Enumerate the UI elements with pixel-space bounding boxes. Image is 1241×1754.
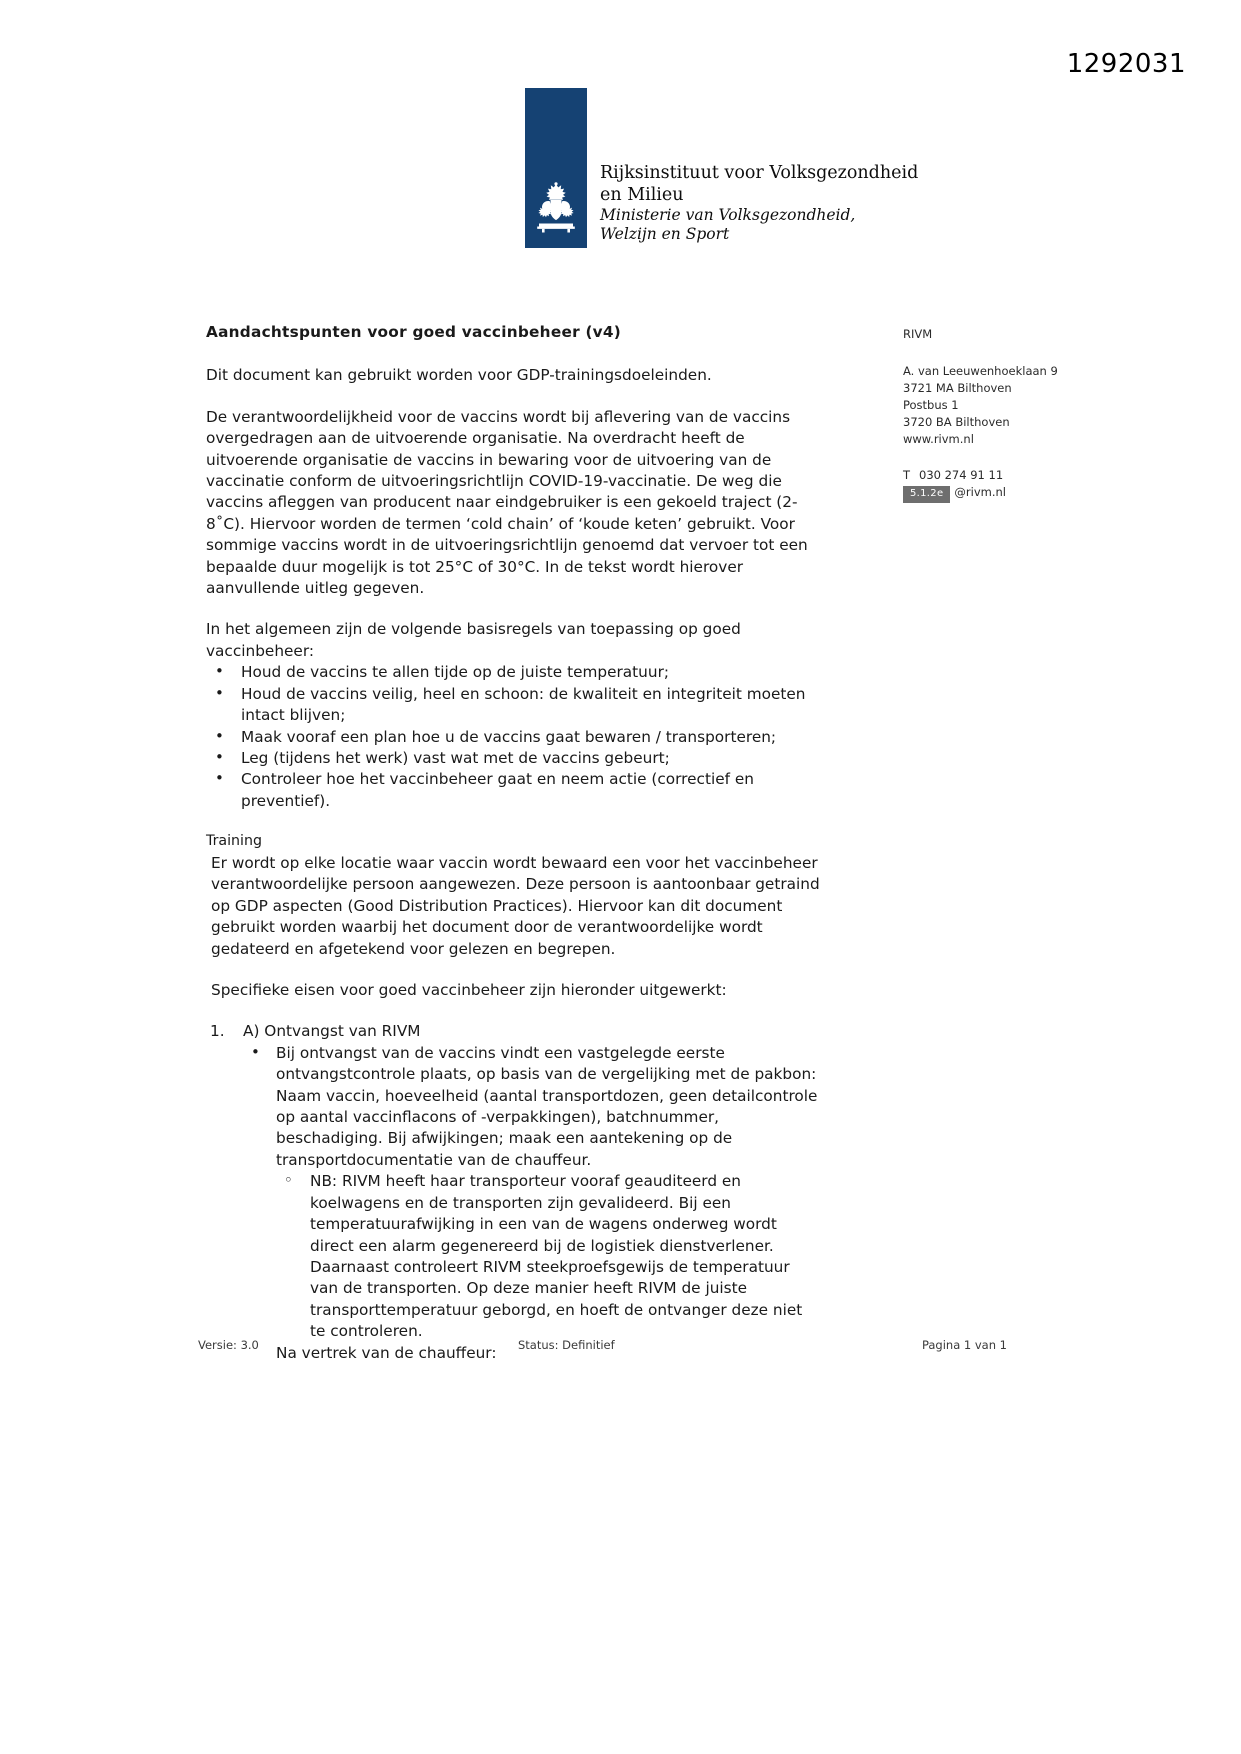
website-url[interactable]: www.rivm.nl: [903, 432, 974, 447]
list-item-text: Bij ontvangst van de vaccins vindt een vastgelegde eerste ontvangstcontrole plaats, op basis van de vergelijking met de pakbon: Naam vaccin, hoeveelheid (aantal transportdozen, geen detailcontrole op aantal vaccinflacons of -verpakkingen), batchnummer, beschadiging. Bij afwijkingen; maak een aantekening op de transportdocumentatie van de chauffeur.: [276, 1043, 818, 1169]
basisregels-list: [206, 662, 821, 812]
logo-text-block: [600, 162, 918, 248]
list-item: ◦ NB: RIVM heeft haar transporteur vooraf geauditeerd en koelwagens en de transporten zijn gevalideerd. Bij een temperatuurafwijking in een van de wagens onderweg wordt direct een alarm gegenereerd bij de logistiek dienstverlener. Daarnaast controleert RIVM steekproefsgewijs de temperatuur van de transporten. Op deze manier heeft RIVM de juiste transporttemperatuur geborgd, en hoeft de ontvanger deze niet te controleren.: [276, 1171, 821, 1342]
address-line: A. van Leeuwenhoeklaan 9: [903, 364, 1058, 379]
dutch-coat-of-arms-icon: [533, 182, 579, 234]
logo-ministry-line-1: Ministerie van Volksgezondheid,: [600, 205, 856, 224]
sidebar-address: [903, 363, 1153, 448]
list-item: • Leg (tijdens het werk) vast wat met de vaccins gebeurt;: [206, 748, 821, 769]
address-line: 3721 MA Bilthoven: [903, 381, 1012, 396]
redaction-badge: 5.1.2e: [903, 486, 950, 503]
list-item: • Houd de vaccins te allen tijde op de juiste temperatuur;: [206, 662, 821, 683]
contact-sidebar: [903, 326, 1153, 503]
list-item-heading: A) Ontvangst van RIVM: [243, 1022, 421, 1041]
list-item: • Houd de vaccins veilig, heel en schoon: de kwaliteit en integriteit moeten intact blijven;: [206, 684, 821, 727]
address-line: Postbus 1: [903, 398, 959, 413]
phone-label: T: [903, 468, 911, 483]
address-line: 3720 BA Bilthoven: [903, 415, 1010, 430]
list-item: • Maak vooraf een plan hoe u de vaccins gaat bewaren / transporteren;: [206, 727, 821, 748]
phone-row: [903, 467, 1153, 484]
document-number: 1292031: [1066, 49, 1186, 79]
list-item: [243, 1043, 821, 1343]
sidebar-org-name: RIVM: [903, 327, 933, 341]
logo-org-line-1: Rijksinstituut voor Volksgezondheid: [600, 162, 919, 183]
page-title: Aandachtspunten voor goed vaccinbeheer (v4): [206, 323, 622, 341]
phone-number: 030 274 91 11: [919, 468, 1004, 483]
requirements-note-list: [276, 1171, 821, 1342]
rivm-logo: [525, 88, 918, 248]
training-paragraph: Er wordt op elke locatie waar vaccin wordt bewaard een voor het vaccinbeheer verantwoordelijke persoon aangewezen. Deze persoon is aantoonbaar getraind op GDP aspecten (Good Distribution Practices). Hiervoor kan dit document gebruikt worden waarbij het document door de verantwoordelijke wordt gedateerd en afgetekend voor gelezen en begrepen.: [211, 854, 820, 958]
footer-status: Status: Definitief: [518, 1338, 615, 1352]
requirements-sublist: [243, 1043, 821, 1343]
specifieke-eisen-paragraph: Specifieke eisen voor goed vaccinbeheer zijn hieronder uitgewerkt:: [211, 981, 727, 1000]
logo-ministry-line-2: Welzijn en Sport: [600, 225, 730, 244]
list-item-number: 1.: [210, 1022, 225, 1041]
requirements-list: [206, 1021, 821, 1364]
email-domain: @rivm.nl: [954, 485, 1006, 500]
footer-version: Versie: 3.0: [198, 1338, 259, 1352]
intro-paragraph: Dit document kan gebruikt worden voor GDP-trainingsdoeleinden.: [206, 366, 712, 385]
email-row: [903, 484, 1153, 503]
logo-org-line-2: en Milieu: [600, 184, 684, 205]
sidebar-contact: [903, 467, 1153, 503]
document-body: [206, 322, 821, 1364]
responsibility-paragraph: De verantwoordelijkheid voor de vaccins wordt bij aflevering van de vaccins overgedragen aan de uitvoerende organisatie. Na overdracht heeft de uitvoerende organisatie de vaccins in bewaring voor de uitvoering van de vaccinatie conform de uitvoeringsrichtlijn COVID-19-vaccinatie. De weg die vaccins afleggen van producent naar eindgebruiker is een gekoeld traject (2-8˚C). Hiervoor worden de termen ‘cold chain’ of ‘koude keten’ gebruikt. Voor sommige vaccins wordt in de uitvoeringsrichtlijn genoemd dat vervoer tot een bepaalde duur mogelijk is tot 25°C of 30°C. In de tekst wordt hierover aanvullende uitleg gegeven.: [206, 407, 808, 598]
item1-closing-line: Na vertrek van de chauffeur:: [276, 1343, 497, 1362]
logo-blue-bar: [525, 88, 587, 248]
training-heading: Training: [206, 833, 262, 850]
footer-page-number: Pagina 1 van 1: [921, 1338, 1007, 1352]
list-item: [206, 1021, 821, 1364]
list-item: • Controleer hoe het vaccinbeheer gaat en neem actie (correctief en preventief).: [206, 769, 821, 812]
basisregels-intro: In het algemeen zijn de volgende basisregels van toepassing op goed vaccinbeheer:: [206, 620, 741, 660]
page-footer: [198, 1338, 1103, 1352]
